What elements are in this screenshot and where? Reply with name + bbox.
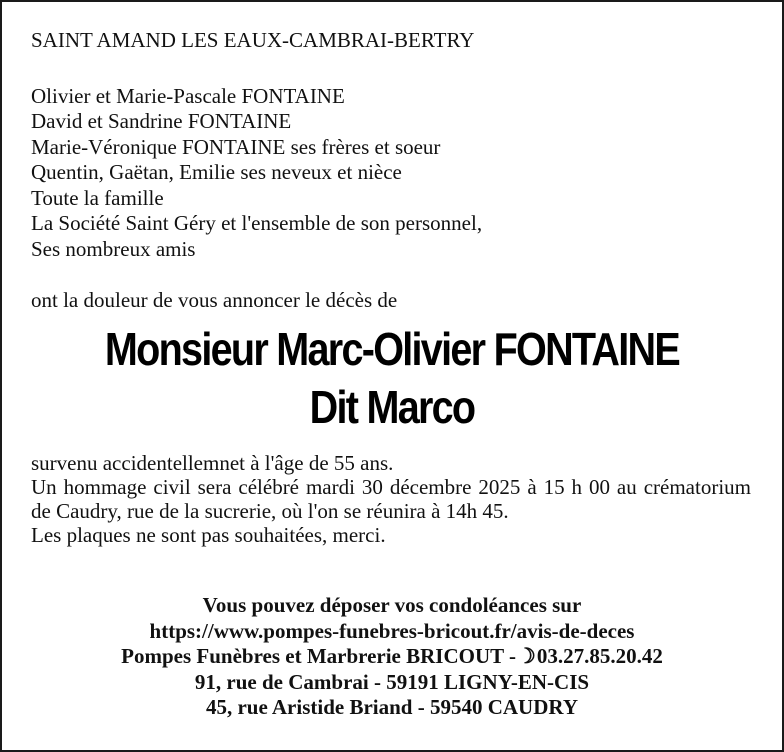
company-name: Pompes Funèbres et Marbrerie BRICOUT - [121, 644, 517, 668]
family-line: Quentin, Gaëtan, Emilie ses neveux et nièce [31, 160, 402, 184]
family-line: La Société Saint Géry et l'ensemble de son personnel, [31, 211, 483, 235]
notice-content [31, 28, 753, 314]
announcement: ont la douleur de vous annoncer le décès de [31, 288, 398, 312]
phone-icon: ☽ [517, 644, 536, 668]
deceased-nickname: Dit Marco [309, 381, 475, 433]
family-line: Toute la famille [31, 185, 164, 210]
address-line-1: 91, rue de Cambrai - 59191 LIGNY-EN-CIS [194, 669, 590, 694]
detail-age: survenu accidentellemnet à l'âge de 55 ans. [31, 451, 394, 475]
detail-ceremony: Un hommage civil sera célébré mardi 30 décembre 2025 à 15 h 00 au crématorium de Caudry, rue de la sucrerie, où l'on se réunira à 14h 45. [31, 475, 751, 523]
company-phone[interactable]: 03.27.85.20.42 [536, 644, 663, 668]
detail-plaques: Les plaques ne sont pas souhaitées, merci. [31, 523, 386, 547]
family-line: David et Sandrine FONTAINE [31, 109, 292, 133]
family-line: Ses nombreux amis [31, 236, 196, 261]
deceased-name: Monsieur Marc-Olivier FONTAINE [104, 323, 680, 375]
condolences-text: Vous pouvez déposer vos condoléances sur [202, 593, 582, 617]
notice-header: SAINT AMAND LES EAUX-CAMBRAI-BERTRY [31, 28, 475, 52]
notice-footer [0, 593, 784, 721]
condolences-url[interactable]: https://www.pompes-funebres-bricout.fr/avis-de-deces [149, 618, 635, 643]
notice-details [31, 451, 751, 547]
family-line: Marie-Véronique FONTAINE ses frères et soeur [31, 134, 441, 159]
company-line [0, 644, 784, 670]
family-line: Olivier et Marie-Pascale FONTAINE [31, 83, 345, 108]
family-list [31, 84, 753, 263]
address-line-2: 45, rue Aristide Briand - 59540 CAUDRY [205, 695, 578, 719]
